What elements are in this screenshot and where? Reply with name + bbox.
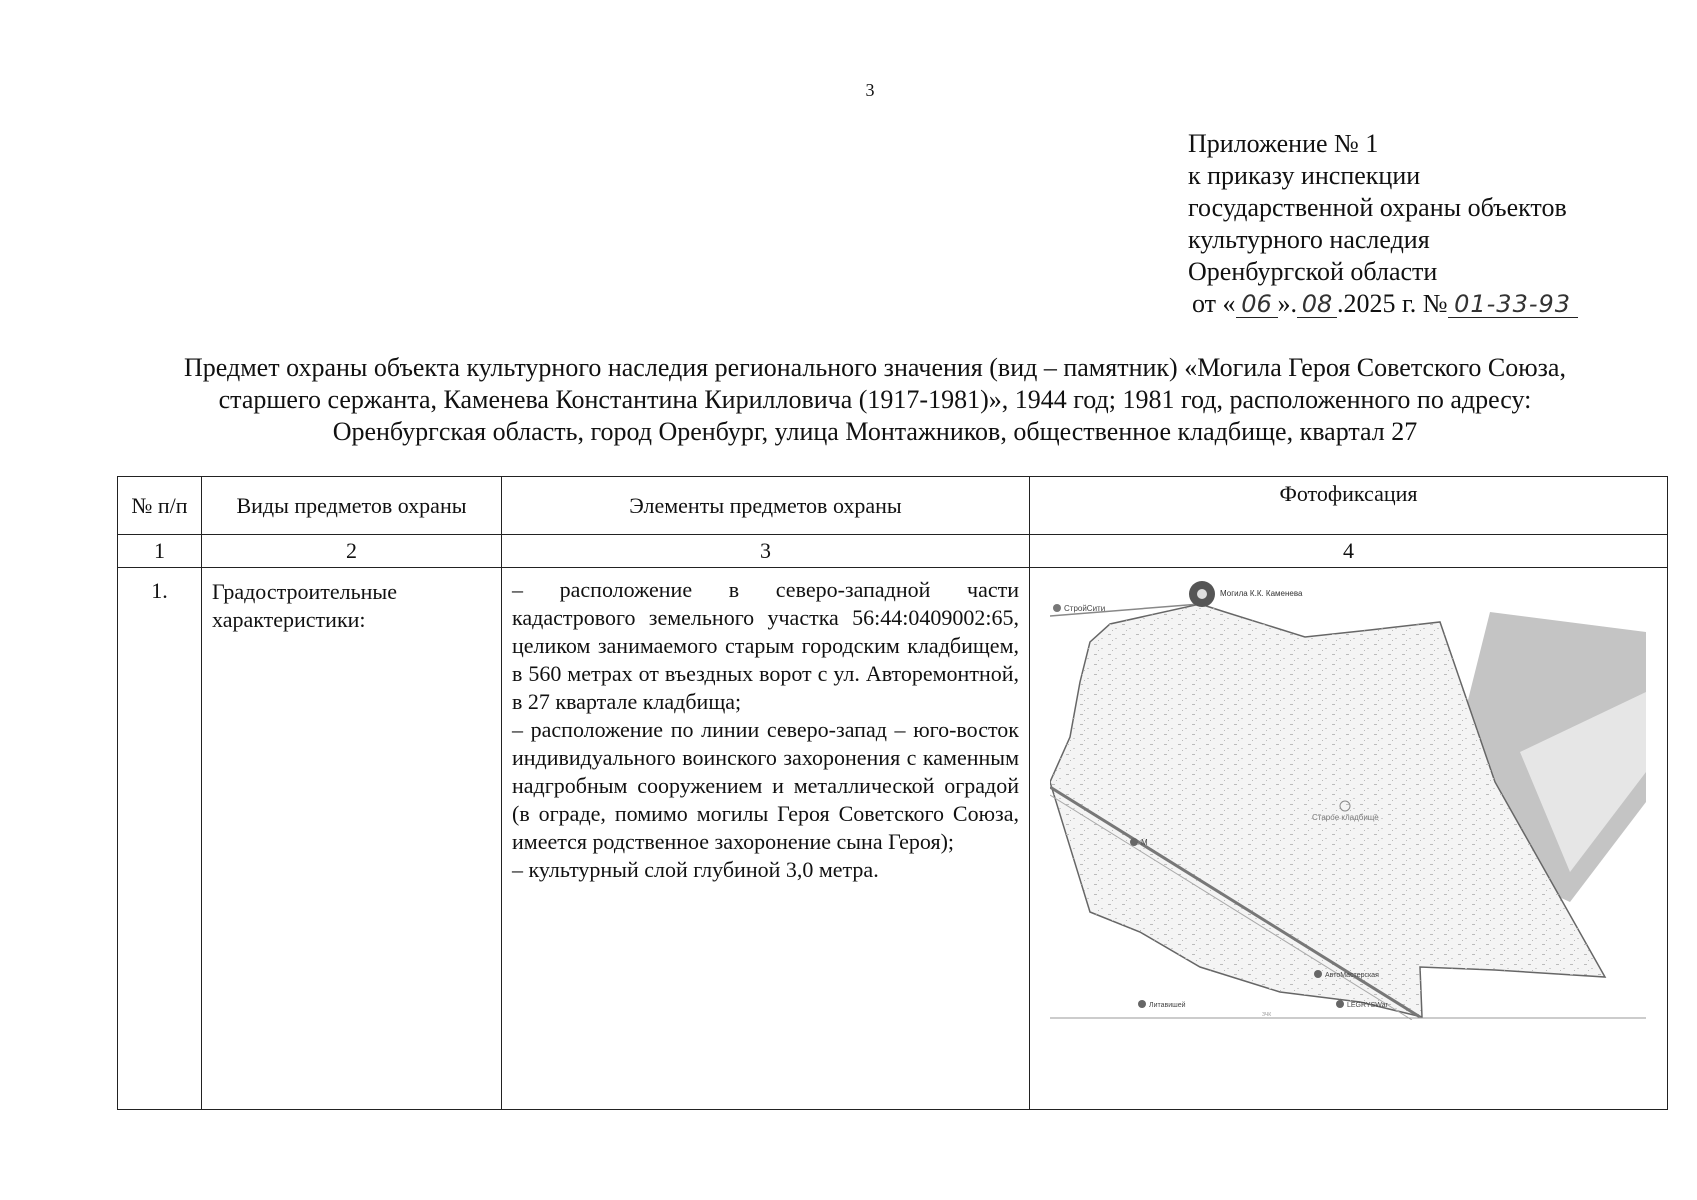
map-label-bottom-right-2: LEGRYSWar	[1347, 1002, 1388, 1009]
date-year: .2025 г. №	[1337, 289, 1448, 318]
appendix-line: Приложение № 1	[1188, 129, 1379, 158]
handwritten-day: 06	[1236, 291, 1278, 318]
title-line: Предмет охраны объекта культурного наследия регионального значения (вид – памятник) «Могила Героя Советского Союза,	[184, 353, 1566, 382]
table-row	[118, 568, 1668, 1110]
map-label-bottom-left: Литавишей	[1149, 1002, 1186, 1009]
map-label-top-left: СтройСити	[1064, 604, 1106, 613]
header-number: № п/п	[118, 477, 202, 535]
map-label-bottom-right: АвтоМастерская	[1325, 972, 1379, 979]
title-line: старшего сержанта, Каменева Константина Кирилловича (1917-1981)», 1944 год; 1981 год, расположенного по адресу:	[218, 385, 1532, 414]
row-type: Градостроительные характеристики:	[202, 568, 502, 1110]
element-item: – расположение по линии северо-запад – юго-восток индивидуального воинского захоронения с каменным надгробным сооружением и металлической оградой (в ограде, помимо могилы Героя Советского Союза, имеется родственное захоронение сына Героя);	[512, 717, 1019, 854]
document-title	[80, 352, 1670, 448]
row-elements	[502, 568, 1030, 1110]
element-item: – расположение в северо-западной части кадастрового земельного участка 56:44:0409002:65, целиком занимаемого старым городским кладбищем, в 560 метрах от въездных ворот с ул. Авторемонтной, в 27 квартале кладбища;	[512, 577, 1019, 714]
order-date-line	[1192, 288, 1668, 320]
protection-subject-table	[117, 476, 1668, 1110]
map-label-grave: Могила К.К. Каменева	[1220, 589, 1303, 598]
header-photo: Фотофиксация	[1030, 477, 1668, 535]
cemetery-map	[1050, 572, 1646, 1020]
column-number: 1	[118, 535, 202, 568]
element-item: – культурный слой глубиной 3,0 метра.	[512, 857, 879, 882]
appendix-line: Оренбургской области	[1188, 257, 1438, 286]
handwritten-order-number: 01-33-93	[1448, 291, 1578, 318]
column-number: 3	[502, 535, 1030, 568]
date-mid: ».	[1277, 289, 1298, 318]
appendix-heading	[1188, 128, 1668, 320]
date-prefix: от «	[1192, 289, 1236, 318]
column-number: 4	[1030, 535, 1668, 568]
table-header-row	[118, 477, 1668, 535]
row-number: 1.	[118, 568, 202, 1110]
appendix-line: государственной охраны объектов	[1188, 193, 1567, 222]
page-number: 3	[865, 80, 875, 100]
map-label-center: Старое кладбище	[1312, 813, 1379, 822]
appendix-line: культурного наследия	[1188, 225, 1430, 254]
row-photo	[1030, 568, 1668, 1110]
header-type: Виды предметов охраны	[202, 477, 502, 535]
column-number-row	[118, 535, 1668, 568]
title-line: Оренбургская область, город Оренбург, улица Монтажников, общественное кладбище, квартал 27	[332, 417, 1418, 446]
map-label-left-marker: М	[1141, 838, 1148, 847]
appendix-line: к приказу инспекции	[1188, 161, 1421, 190]
header-elements: Элементы предметов охраны	[502, 477, 1030, 535]
column-number: 2	[202, 535, 502, 568]
grave-marker	[1189, 581, 1215, 607]
map-label-bottom-mid: ЗЧК	[1262, 1012, 1272, 1018]
handwritten-month: 08	[1297, 291, 1337, 318]
